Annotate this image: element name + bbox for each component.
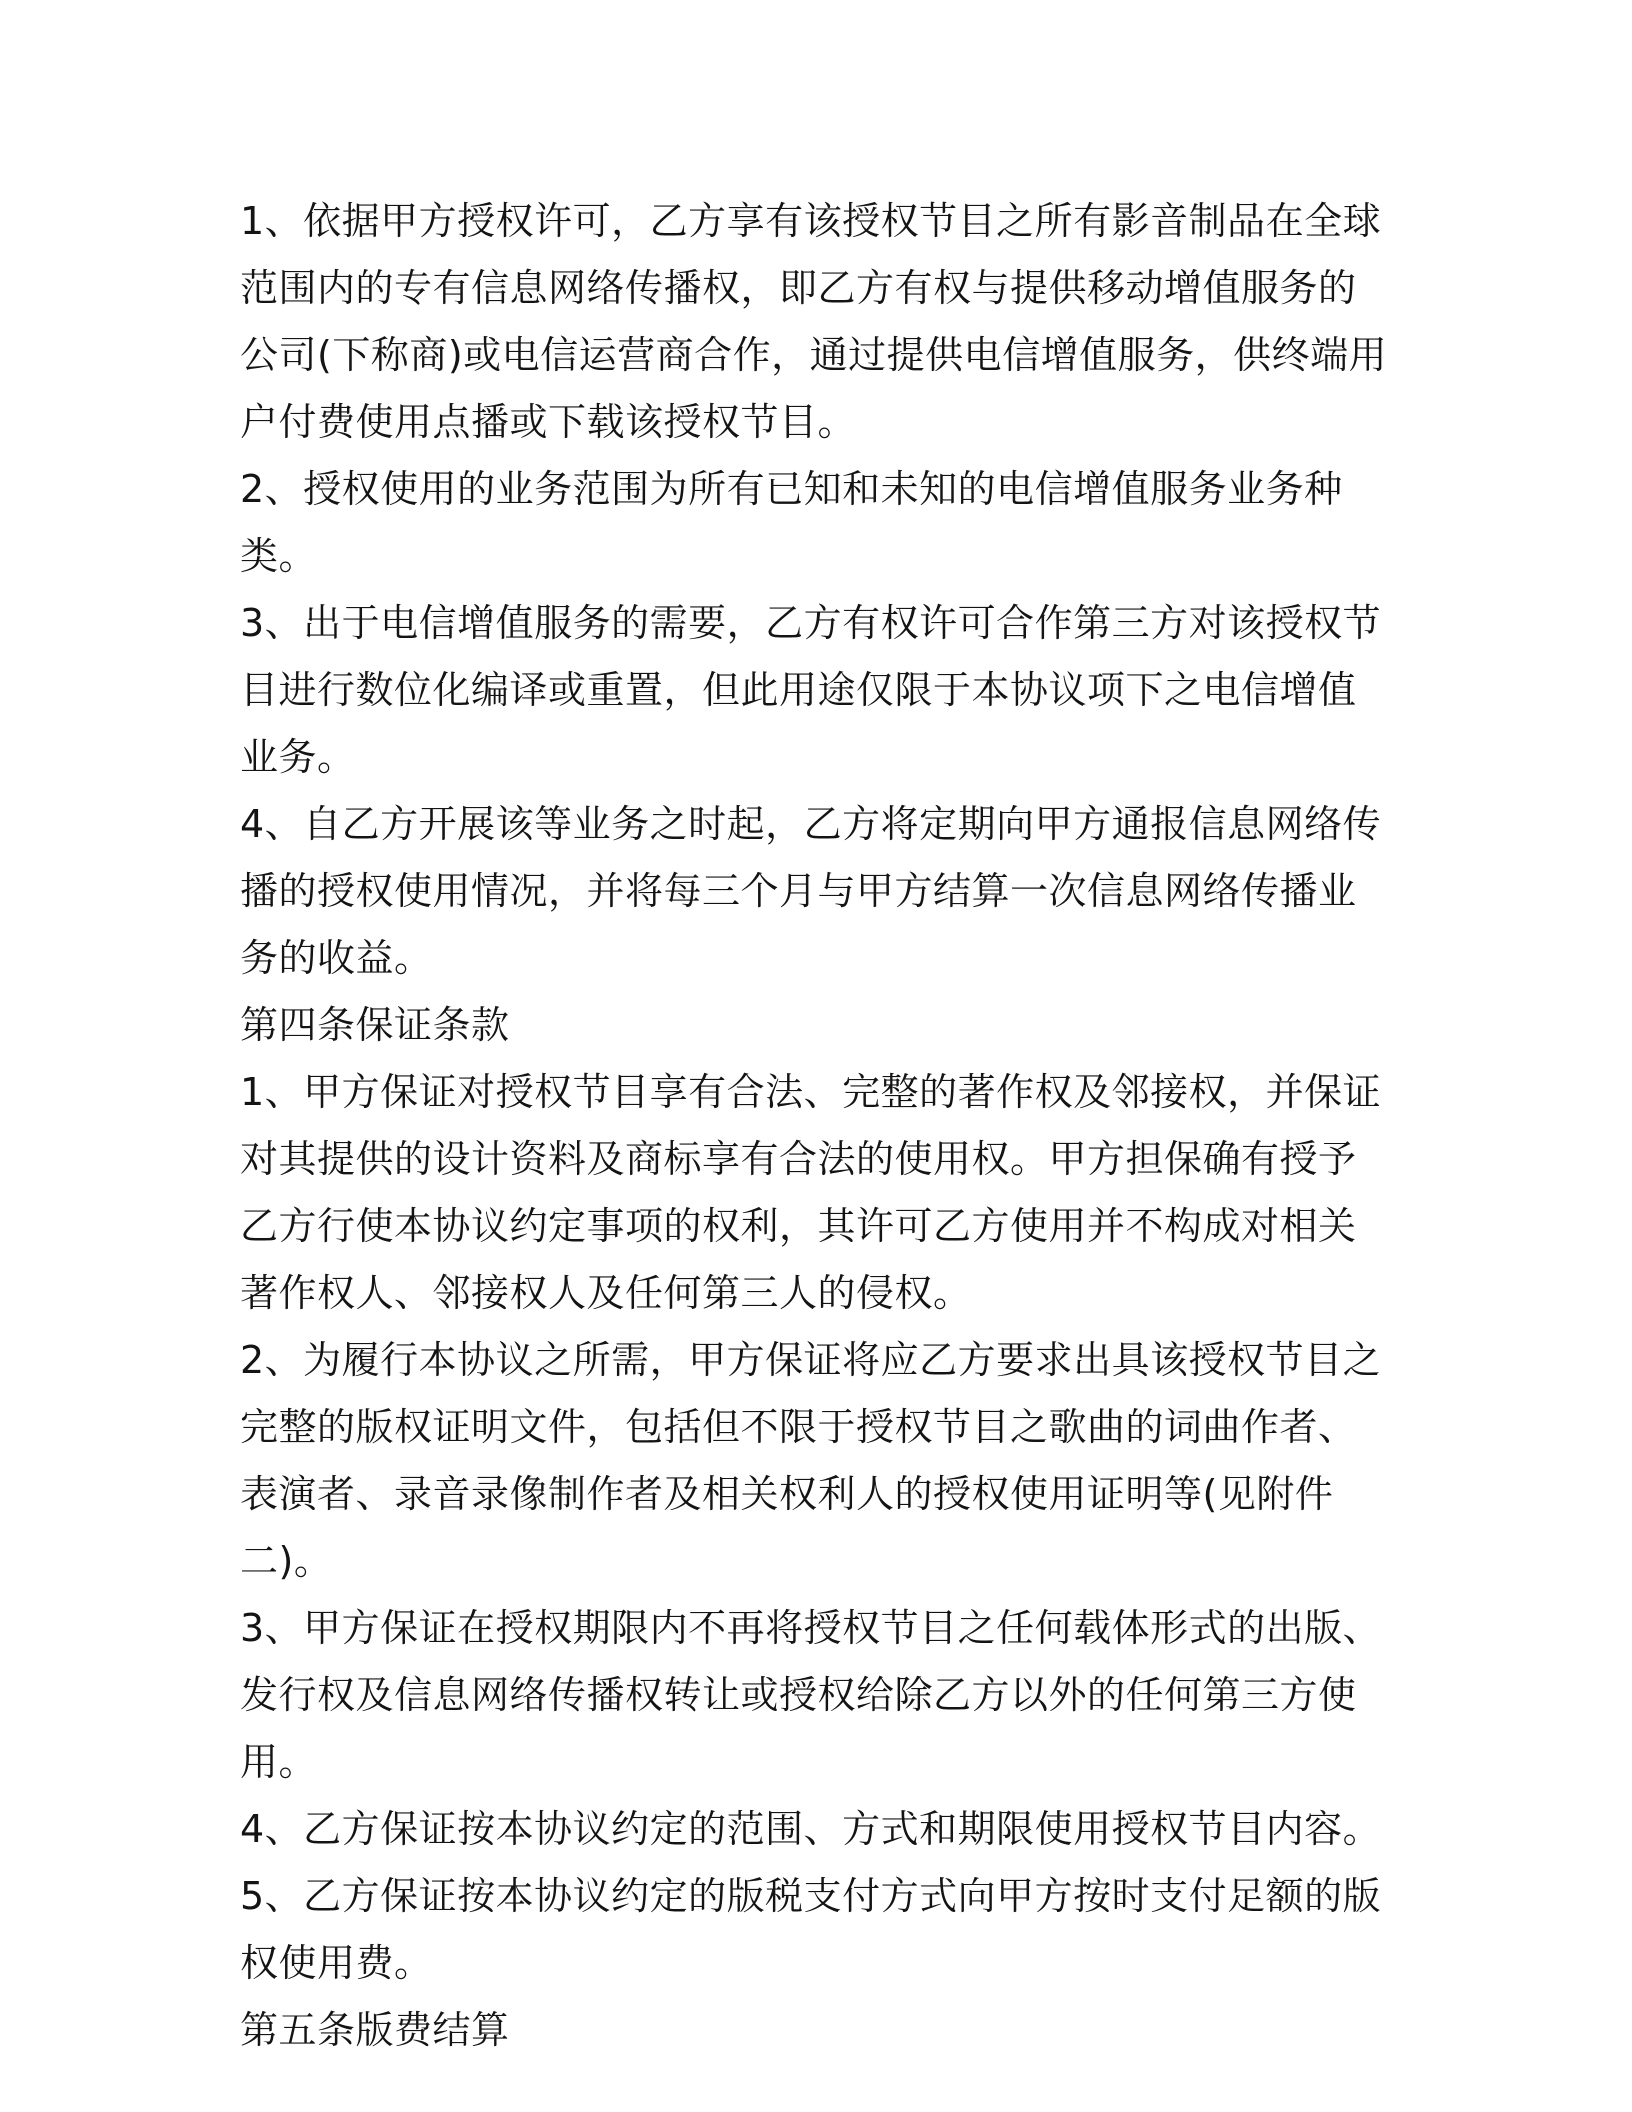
clause-3-item-2: 2、授权使用的业务范围为所有已知和未知的电信增值服务业务种类。 bbox=[240, 467, 1343, 578]
section-heading-article-4: 第四条保证条款 bbox=[240, 1003, 510, 1047]
clause-4-item-2: 2、为履行本协议之所需，甲方保证将应乙方要求出具该授权节目之完整的版权证明文件，包括但不限于授权节目之歌曲的词曲作者、表演者、录音录像制作者及相关权利人的授权使用证明等(见附件二)。 bbox=[240, 1338, 1382, 1583]
clause-4-item-4: 4、乙方保证按本协议约定的范围、方式和期限使用授权节目内容。 bbox=[240, 1807, 1382, 1851]
clause-4-item-3: 3、甲方保证在授权期限内不再将授权节目之任何载体形式的出版、发行权及信息网络传播权转让或授权给除乙方以外的任何第三方使用。 bbox=[240, 1606, 1382, 1784]
clause-3-item-1: 1、依据甲方授权许可，乙方享有该授权节目之所有影音制品在全球范围内的专有信息网络传播权，即乙方有权与提供移动增值服务的公司(下称商)或电信运营商合作，通过提供电信增值服务，供终端用户付费使用点播或下载该授权节目。 bbox=[240, 199, 1388, 444]
clause-4-item-1: 1、甲方保证对授权节目享有合法、完整的著作权及邻接权，并保证对其提供的设计资料及商标享有合法的使用权。甲方担保确有授予乙方行使本协议约定事项的权利，其许可乙方使用并不构成对相关著作权人、邻接权人及任何第三人的侵权。 bbox=[240, 1070, 1382, 1315]
clause-3-item-3: 3、出于电信增值服务的需要，乙方有权许可合作第三方对该授权节目进行数位化编译或重置，但此用途仅限于本协议项下之电信增值业务。 bbox=[240, 601, 1382, 779]
section-heading-article-5: 第五条版费结算 bbox=[240, 2008, 510, 2052]
clause-3-item-4: 4、自乙方开展该等业务之时起，乙方将定期向甲方通报信息网络传播的授权使用情况，并将每三个月与甲方结算一次信息网络传播业务的收益。 bbox=[240, 802, 1382, 980]
document-body bbox=[240, 188, 1390, 2064]
clause-4-item-5: 5、乙方保证按本协议约定的版税支付方式向甲方按时支付足额的版权使用费。 bbox=[240, 1874, 1382, 1985]
